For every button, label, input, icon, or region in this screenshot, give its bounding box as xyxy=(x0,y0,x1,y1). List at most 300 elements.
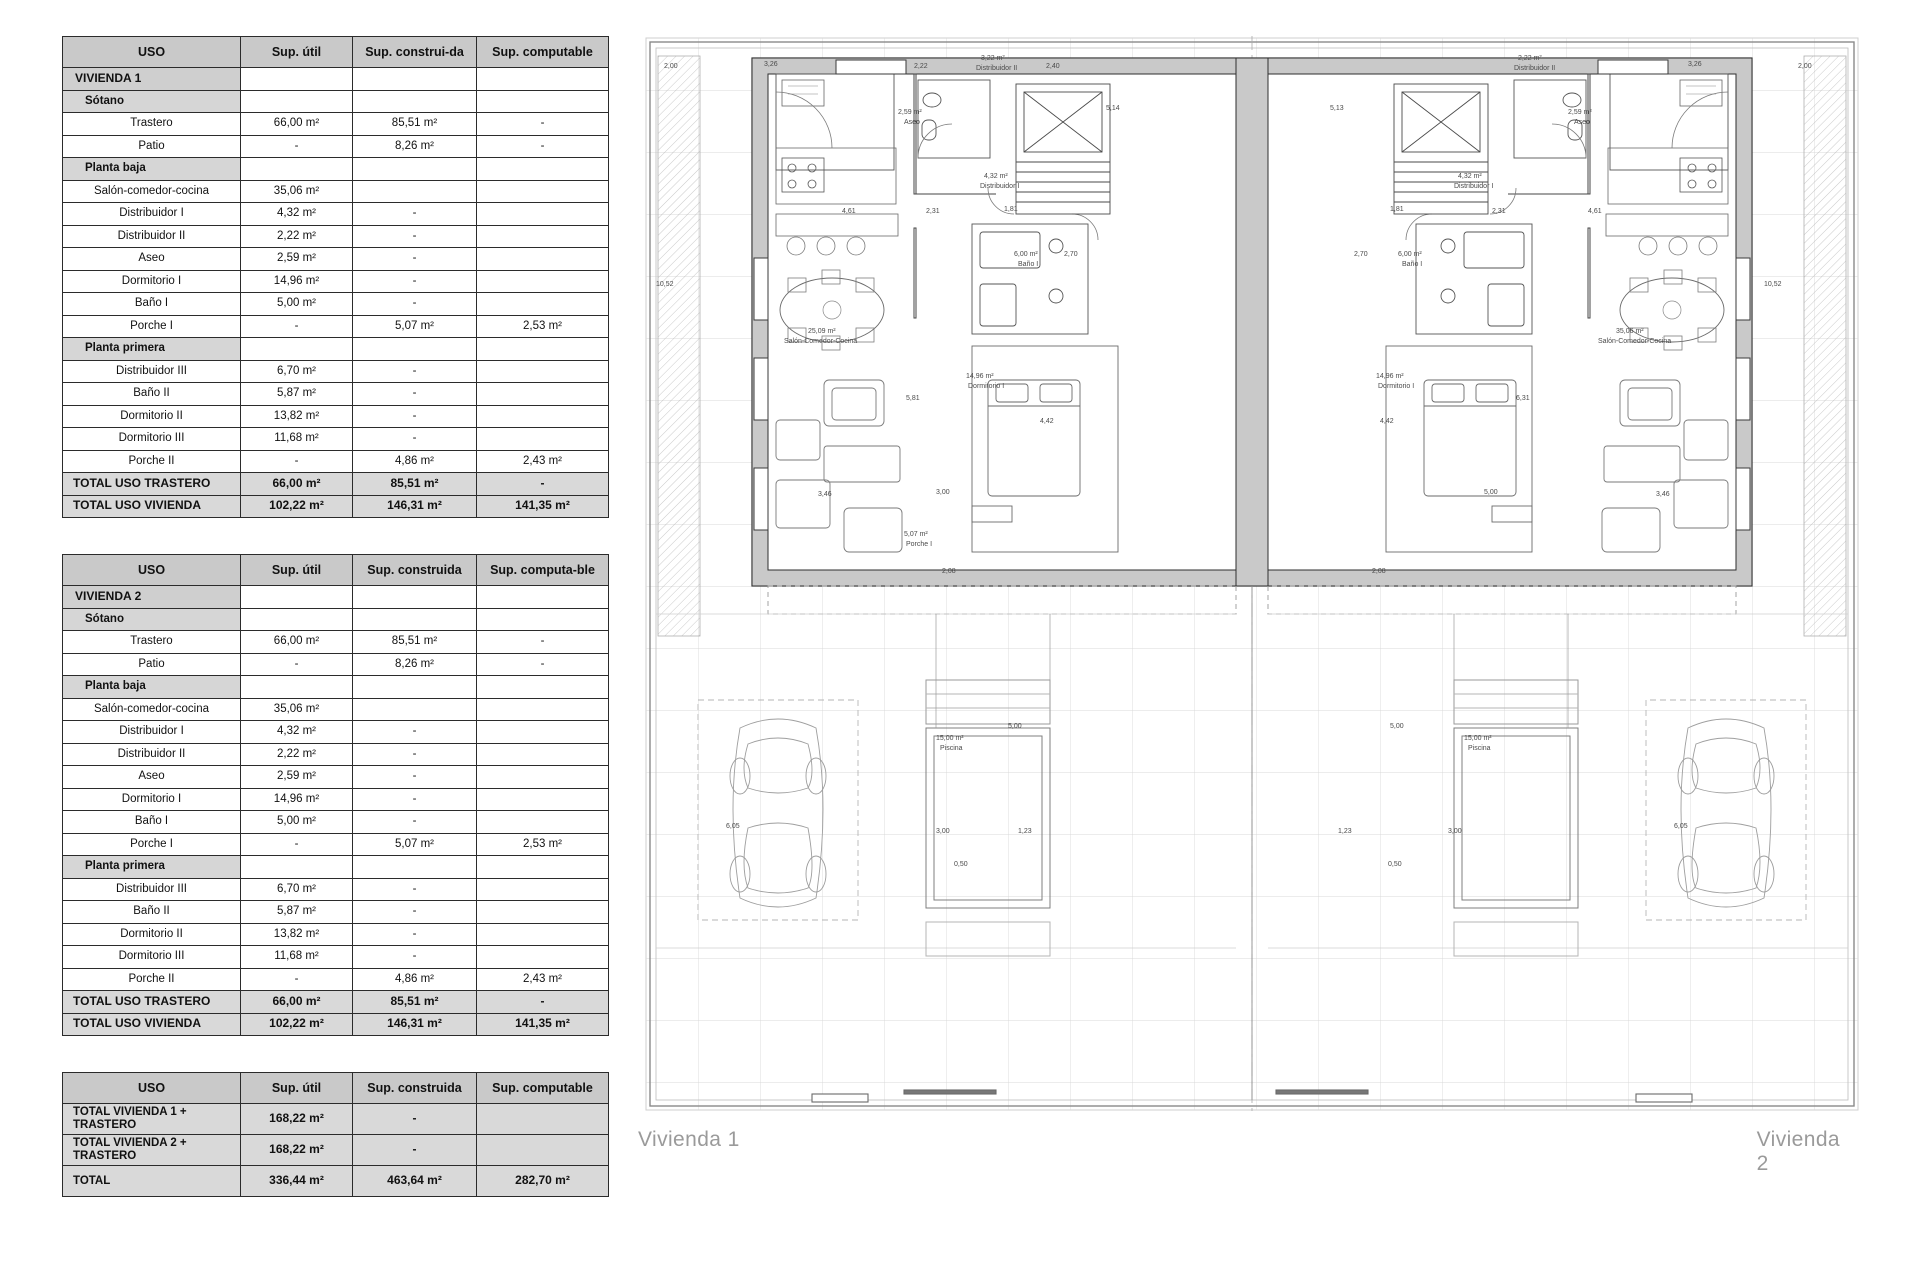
row-label: Porche I xyxy=(63,833,241,856)
row-cell xyxy=(477,1135,609,1166)
row-cell xyxy=(477,743,609,766)
plan-label: 2,70 xyxy=(1354,251,1368,258)
table-row xyxy=(63,743,609,766)
plan-label: 6,00 m² xyxy=(1014,251,1038,258)
row-label: Patio xyxy=(63,135,241,158)
row-cell xyxy=(477,721,609,744)
row-cell: - xyxy=(241,833,353,856)
row-cell: 85,51 m² xyxy=(353,991,477,1014)
row-cell: 5,87 m² xyxy=(241,901,353,924)
row-label: Trastero xyxy=(63,631,241,654)
row-cell: 66,00 m² xyxy=(241,631,353,654)
table-spacer xyxy=(62,1036,608,1072)
row-cell: - xyxy=(353,1135,477,1166)
row-label: Planta primera xyxy=(63,338,241,361)
plan-label: 4,32 m² xyxy=(1458,173,1482,180)
table-row-group xyxy=(63,90,609,113)
row-cell: 2,53 m² xyxy=(477,315,609,338)
table-body xyxy=(63,68,609,518)
table-row xyxy=(63,315,609,338)
plan-label: 2,59 m² xyxy=(898,109,922,116)
plan-label: 3,26 xyxy=(764,61,778,68)
plan-label: 6,00 m² xyxy=(1398,251,1422,258)
plan-label: 3,00 xyxy=(1448,828,1462,835)
plan-label: 5,81 xyxy=(906,395,920,402)
row-cell xyxy=(241,338,353,361)
row-label: Distribuidor III xyxy=(63,360,241,383)
row-cell: - xyxy=(353,1104,477,1135)
table-row xyxy=(63,968,609,991)
row-cell xyxy=(353,608,477,631)
row-cell: 2,43 m² xyxy=(477,968,609,991)
plan-label: 1,81 xyxy=(1390,206,1404,213)
row-cell: 2,22 m² xyxy=(241,743,353,766)
row-cell xyxy=(477,923,609,946)
col-header-sup-util: Sup. útil xyxy=(241,37,353,68)
row-cell xyxy=(353,158,477,181)
plan-label: 5,07 m² xyxy=(904,531,928,538)
row-cell: 141,35 m² xyxy=(477,495,609,518)
plan-label: 3,00 xyxy=(936,489,950,496)
row-cell: 102,22 m² xyxy=(241,495,353,518)
row-cell: - xyxy=(353,428,477,451)
row-cell: - xyxy=(353,901,477,924)
table-row xyxy=(63,811,609,834)
plan-label: 3,46 xyxy=(818,491,832,498)
row-cell: - xyxy=(477,631,609,654)
plan-label: Baño I xyxy=(1402,261,1423,268)
row-cell: 146,31 m² xyxy=(353,1013,477,1036)
plan-label: Distribuidor II xyxy=(1514,65,1556,72)
area-tables-column xyxy=(62,36,608,1197)
plan-label: Dormitorio I xyxy=(1378,383,1415,390)
row-cell: - xyxy=(477,113,609,136)
row-cell: 6,70 m² xyxy=(241,878,353,901)
row-cell xyxy=(477,90,609,113)
row-cell: 6,70 m² xyxy=(241,360,353,383)
row-cell: 4,32 m² xyxy=(241,721,353,744)
plan-label: 5,13 xyxy=(1330,105,1344,112)
floor-plan-svg xyxy=(636,28,1868,1120)
row-cell xyxy=(241,158,353,181)
plan-label: 3,26 xyxy=(1688,61,1702,68)
row-label: Baño II xyxy=(63,901,241,924)
row-label: TOTAL USO TRASTERO xyxy=(63,473,241,496)
row-cell xyxy=(477,158,609,181)
plan-label: 2,31 xyxy=(1492,208,1506,215)
plan-label: 15,00 m² xyxy=(1464,735,1492,742)
plan-label: 6,05 xyxy=(1674,823,1688,830)
plan-label: 10,52 xyxy=(656,281,674,288)
row-label: TOTAL xyxy=(63,1166,241,1197)
row-cell: - xyxy=(353,270,477,293)
row-cell: - xyxy=(353,248,477,271)
plan-label: 0,50 xyxy=(1388,861,1402,868)
row-label: Patio xyxy=(63,653,241,676)
row-cell xyxy=(477,878,609,901)
row-cell: 5,00 m² xyxy=(241,811,353,834)
table-row-section xyxy=(63,586,609,609)
row-cell: 14,96 m² xyxy=(241,788,353,811)
row-cell: - xyxy=(353,405,477,428)
plan-label: 2,40 xyxy=(1046,63,1060,70)
plan-label: Piscina xyxy=(1468,745,1491,752)
row-cell xyxy=(353,676,477,699)
table-row xyxy=(63,383,609,406)
table-body xyxy=(63,586,609,1036)
plan-label: 5,00 xyxy=(1008,723,1022,730)
table-row-total xyxy=(63,1135,609,1166)
plan-label: Distribuidor II xyxy=(976,65,1018,72)
row-cell: 168,22 m² xyxy=(241,1135,353,1166)
row-cell xyxy=(477,788,609,811)
row-label: Sótano xyxy=(63,90,241,113)
row-label: Distribuidor II xyxy=(63,225,241,248)
row-cell: - xyxy=(241,450,353,473)
row-label: Sótano xyxy=(63,608,241,631)
row-label: Porche I xyxy=(63,315,241,338)
row-label: TOTAL USO VIVIENDA xyxy=(63,1013,241,1036)
row-label: Aseo xyxy=(63,766,241,789)
row-label: Planta baja xyxy=(63,158,241,181)
table-row xyxy=(63,270,609,293)
row-cell: 141,35 m² xyxy=(477,1013,609,1036)
row-cell: 5,07 m² xyxy=(353,833,477,856)
row-cell: 168,22 m² xyxy=(241,1104,353,1135)
plan-label: 35,06 m² xyxy=(1616,328,1644,335)
row-label: Aseo xyxy=(63,248,241,271)
row-label: Distribuidor I xyxy=(63,721,241,744)
table-row xyxy=(63,766,609,789)
table-row-group xyxy=(63,856,609,879)
row-cell xyxy=(353,338,477,361)
row-cell xyxy=(353,698,477,721)
row-cell xyxy=(477,338,609,361)
plan-label: Salón-Comedor-Cocina xyxy=(1598,338,1672,345)
row-cell: - xyxy=(353,743,477,766)
row-label: Dormitorio II xyxy=(63,405,241,428)
plan-label: 4,42 xyxy=(1040,418,1054,425)
table-row xyxy=(63,248,609,271)
row-cell xyxy=(477,68,609,91)
row-cell: 85,51 m² xyxy=(353,113,477,136)
plan-label: 2,22 m² xyxy=(1518,55,1542,62)
plan-label: 2,22 xyxy=(914,63,928,70)
row-cell: 2,59 m² xyxy=(241,766,353,789)
table-row xyxy=(63,631,609,654)
table-row xyxy=(63,203,609,226)
row-label: Dormitorio I xyxy=(63,270,241,293)
table-row xyxy=(63,450,609,473)
row-cell xyxy=(477,698,609,721)
plan-label: Porche I xyxy=(906,541,933,548)
table-row-total xyxy=(63,495,609,518)
col-header-uso: USO xyxy=(63,555,241,586)
table-row xyxy=(63,360,609,383)
table-row-group xyxy=(63,158,609,181)
row-cell: - xyxy=(241,135,353,158)
row-cell xyxy=(477,180,609,203)
plan-label: 10,52 xyxy=(1764,281,1782,288)
row-cell xyxy=(477,270,609,293)
row-label: Salón-comedor-cocina xyxy=(63,180,241,203)
row-label: TOTAL VIVIENDA 1 + TRASTERO xyxy=(63,1104,241,1135)
row-label: Distribuidor II xyxy=(63,743,241,766)
plan-label: 6,05 xyxy=(726,823,740,830)
plan-label: 14,96 m² xyxy=(966,373,994,380)
row-cell xyxy=(477,383,609,406)
row-cell: 66,00 m² xyxy=(241,113,353,136)
plan-label: 1,23 xyxy=(1338,828,1352,835)
row-label: VIVIENDA 2 xyxy=(63,586,241,609)
plan-label: 2,59 m² xyxy=(1568,109,1592,116)
row-cell xyxy=(477,766,609,789)
col-header-sup-construida: Sup. construida xyxy=(353,555,477,586)
row-cell: - xyxy=(353,946,477,969)
table-row-total xyxy=(63,473,609,496)
row-cell xyxy=(477,428,609,451)
table-row xyxy=(63,923,609,946)
row-cell: - xyxy=(353,203,477,226)
row-label: TOTAL USO VIVIENDA xyxy=(63,495,241,518)
row-cell: 2,59 m² xyxy=(241,248,353,271)
row-cell: - xyxy=(477,653,609,676)
row-cell xyxy=(477,811,609,834)
row-label: Trastero xyxy=(63,113,241,136)
plan-label: 4,61 xyxy=(1588,208,1602,215)
plan-label: 3,46 xyxy=(1656,491,1670,498)
row-label: TOTAL USO TRASTERO xyxy=(63,991,241,1014)
row-cell xyxy=(477,405,609,428)
row-cell: - xyxy=(477,473,609,496)
plan-label: Aseo xyxy=(1574,119,1590,126)
row-cell: 35,06 m² xyxy=(241,180,353,203)
row-cell: - xyxy=(241,315,353,338)
row-cell: 2,53 m² xyxy=(477,833,609,856)
floor-plan-drawing xyxy=(636,28,1868,1120)
row-cell: 282,70 m² xyxy=(477,1166,609,1197)
row-cell: 4,86 m² xyxy=(353,450,477,473)
table-row xyxy=(63,653,609,676)
row-cell xyxy=(241,676,353,699)
col-header-sup-construida: Sup. construi-da xyxy=(353,37,477,68)
vegetation-strip-right xyxy=(1804,56,1846,636)
row-cell: - xyxy=(353,225,477,248)
row-cell xyxy=(241,586,353,609)
row-cell: - xyxy=(353,766,477,789)
col-header-sup-util: Sup. útil xyxy=(241,1073,353,1104)
plan-label: 5,00 xyxy=(1484,489,1498,496)
table-row xyxy=(63,225,609,248)
table-row xyxy=(63,946,609,969)
table-row xyxy=(63,428,609,451)
row-label: Porche II xyxy=(63,968,241,991)
table-row xyxy=(63,698,609,721)
row-cell: - xyxy=(353,811,477,834)
row-cell: 146,31 m² xyxy=(353,495,477,518)
table-row-section xyxy=(63,68,609,91)
row-cell: - xyxy=(353,923,477,946)
table-header-row xyxy=(63,555,609,586)
row-label: Distribuidor III xyxy=(63,878,241,901)
plan-label: Dormitorio I xyxy=(968,383,1005,390)
row-label: Baño I xyxy=(63,293,241,316)
plan-label: Distribuidor I xyxy=(1454,183,1494,190)
table-row xyxy=(63,180,609,203)
row-cell: 8,26 m² xyxy=(353,653,477,676)
plan-label: Aseo xyxy=(904,119,920,126)
plan-label: 2,08 xyxy=(942,568,956,575)
plan-label: 2,70 xyxy=(1064,251,1078,258)
row-cell xyxy=(477,293,609,316)
table-row xyxy=(63,721,609,744)
row-label: Dormitorio I xyxy=(63,788,241,811)
row-cell xyxy=(477,608,609,631)
plan-label: 14,96 m² xyxy=(1376,373,1404,380)
areas-table-vivienda-1 xyxy=(62,36,609,518)
table-header-row xyxy=(63,1073,609,1104)
row-cell xyxy=(477,586,609,609)
row-label: Distribuidor I xyxy=(63,203,241,226)
plan-label: 25,09 m² xyxy=(808,328,836,335)
plan-label: 5,00 xyxy=(1390,723,1404,730)
row-cell: 336,44 m² xyxy=(241,1166,353,1197)
row-cell: - xyxy=(241,968,353,991)
table-row xyxy=(63,833,609,856)
row-label: Planta primera xyxy=(63,856,241,879)
row-cell: - xyxy=(477,135,609,158)
row-cell xyxy=(241,856,353,879)
row-cell xyxy=(353,68,477,91)
table-row xyxy=(63,788,609,811)
table-row xyxy=(63,901,609,924)
row-cell: 5,87 m² xyxy=(241,383,353,406)
col-header-uso: USO xyxy=(63,37,241,68)
row-cell xyxy=(353,586,477,609)
row-cell xyxy=(477,225,609,248)
table-row-total xyxy=(63,1013,609,1036)
table-row xyxy=(63,293,609,316)
table-row xyxy=(63,135,609,158)
row-cell xyxy=(477,360,609,383)
caption-vivienda-1: Vivienda 1 xyxy=(638,1128,740,1151)
row-cell: 5,00 m² xyxy=(241,293,353,316)
row-label: Dormitorio II xyxy=(63,923,241,946)
row-cell xyxy=(353,90,477,113)
plan-label: 0,50 xyxy=(954,861,968,868)
row-label: Baño I xyxy=(63,811,241,834)
caption-vivienda-2: Vivienda 2 xyxy=(1756,1128,1840,1175)
plan-label: Piscina xyxy=(940,745,963,752)
vegetation-strip-left xyxy=(658,56,700,636)
col-header-sup-util: Sup. útil xyxy=(241,555,353,586)
areas-table-totales xyxy=(62,1072,609,1197)
row-cell: 8,26 m² xyxy=(353,135,477,158)
table-row-total xyxy=(63,1166,609,1197)
col-header-sup-construida: Sup. construida xyxy=(353,1073,477,1104)
row-cell: 85,51 m² xyxy=(353,473,477,496)
row-cell xyxy=(241,608,353,631)
plan-label: 2,31 xyxy=(926,208,940,215)
row-cell: 463,64 m² xyxy=(353,1166,477,1197)
plan-label: 6,31 xyxy=(1516,395,1530,402)
plan-label: 1,23 xyxy=(1018,828,1032,835)
row-cell xyxy=(477,203,609,226)
table-row-group xyxy=(63,338,609,361)
row-cell: - xyxy=(353,878,477,901)
plan-label: 3,00 xyxy=(936,828,950,835)
plan-label: 2,00 xyxy=(664,63,678,70)
row-cell: - xyxy=(241,653,353,676)
table-body xyxy=(63,1104,609,1197)
table-row-group xyxy=(63,676,609,699)
row-cell: 2,43 m² xyxy=(477,450,609,473)
table-row xyxy=(63,113,609,136)
row-cell: 66,00 m² xyxy=(241,991,353,1014)
plan-label: Baño I xyxy=(1018,261,1039,268)
row-cell xyxy=(353,180,477,203)
plan-label: 3,22 m² xyxy=(981,55,1005,62)
row-cell: 4,86 m² xyxy=(353,968,477,991)
row-cell: 13,82 m² xyxy=(241,405,353,428)
row-label: Porche II xyxy=(63,450,241,473)
row-label: Planta baja xyxy=(63,676,241,699)
row-cell: - xyxy=(477,991,609,1014)
row-label: Dormitorio III xyxy=(63,428,241,451)
col-header-sup-computable: Sup. computa-ble xyxy=(477,555,609,586)
areas-table-vivienda-2 xyxy=(62,554,609,1036)
plan-label: 2,00 xyxy=(1798,63,1812,70)
row-cell xyxy=(477,676,609,699)
row-cell xyxy=(477,856,609,879)
row-label: Salón-comedor-cocina xyxy=(63,698,241,721)
plan-label: Distribuidor I xyxy=(980,183,1020,190)
row-label: VIVIENDA 1 xyxy=(63,68,241,91)
plan-label: 4,61 xyxy=(842,208,856,215)
table-spacer xyxy=(62,518,608,554)
row-cell xyxy=(353,856,477,879)
table-row xyxy=(63,878,609,901)
row-cell xyxy=(241,90,353,113)
row-cell: - xyxy=(353,721,477,744)
row-cell: 102,22 m² xyxy=(241,1013,353,1036)
table-row-group xyxy=(63,608,609,631)
row-label: TOTAL VIVIENDA 2 + TRASTERO xyxy=(63,1135,241,1166)
row-cell xyxy=(477,248,609,271)
row-label: Dormitorio III xyxy=(63,946,241,969)
row-cell xyxy=(477,901,609,924)
col-header-sup-computable: Sup. computable xyxy=(477,1073,609,1104)
plan-label: 5,14 xyxy=(1106,105,1120,112)
row-cell: 14,96 m² xyxy=(241,270,353,293)
row-cell: 11,68 m² xyxy=(241,428,353,451)
row-cell: - xyxy=(353,788,477,811)
row-cell: - xyxy=(353,360,477,383)
plan-label: 4,32 m² xyxy=(984,173,1008,180)
row-cell: 4,32 m² xyxy=(241,203,353,226)
table-row-total xyxy=(63,991,609,1014)
row-cell xyxy=(241,68,353,91)
plan-label: 4,42 xyxy=(1380,418,1394,425)
row-cell: 66,00 m² xyxy=(241,473,353,496)
row-cell xyxy=(477,946,609,969)
plan-label: Salón-Comedor-Cocina xyxy=(784,338,858,345)
col-header-sup-computable: Sup. computable xyxy=(477,37,609,68)
row-cell: 5,07 m² xyxy=(353,315,477,338)
table-row-total xyxy=(63,1104,609,1135)
row-cell: 35,06 m² xyxy=(241,698,353,721)
plan-label: 2,08 xyxy=(1372,568,1386,575)
